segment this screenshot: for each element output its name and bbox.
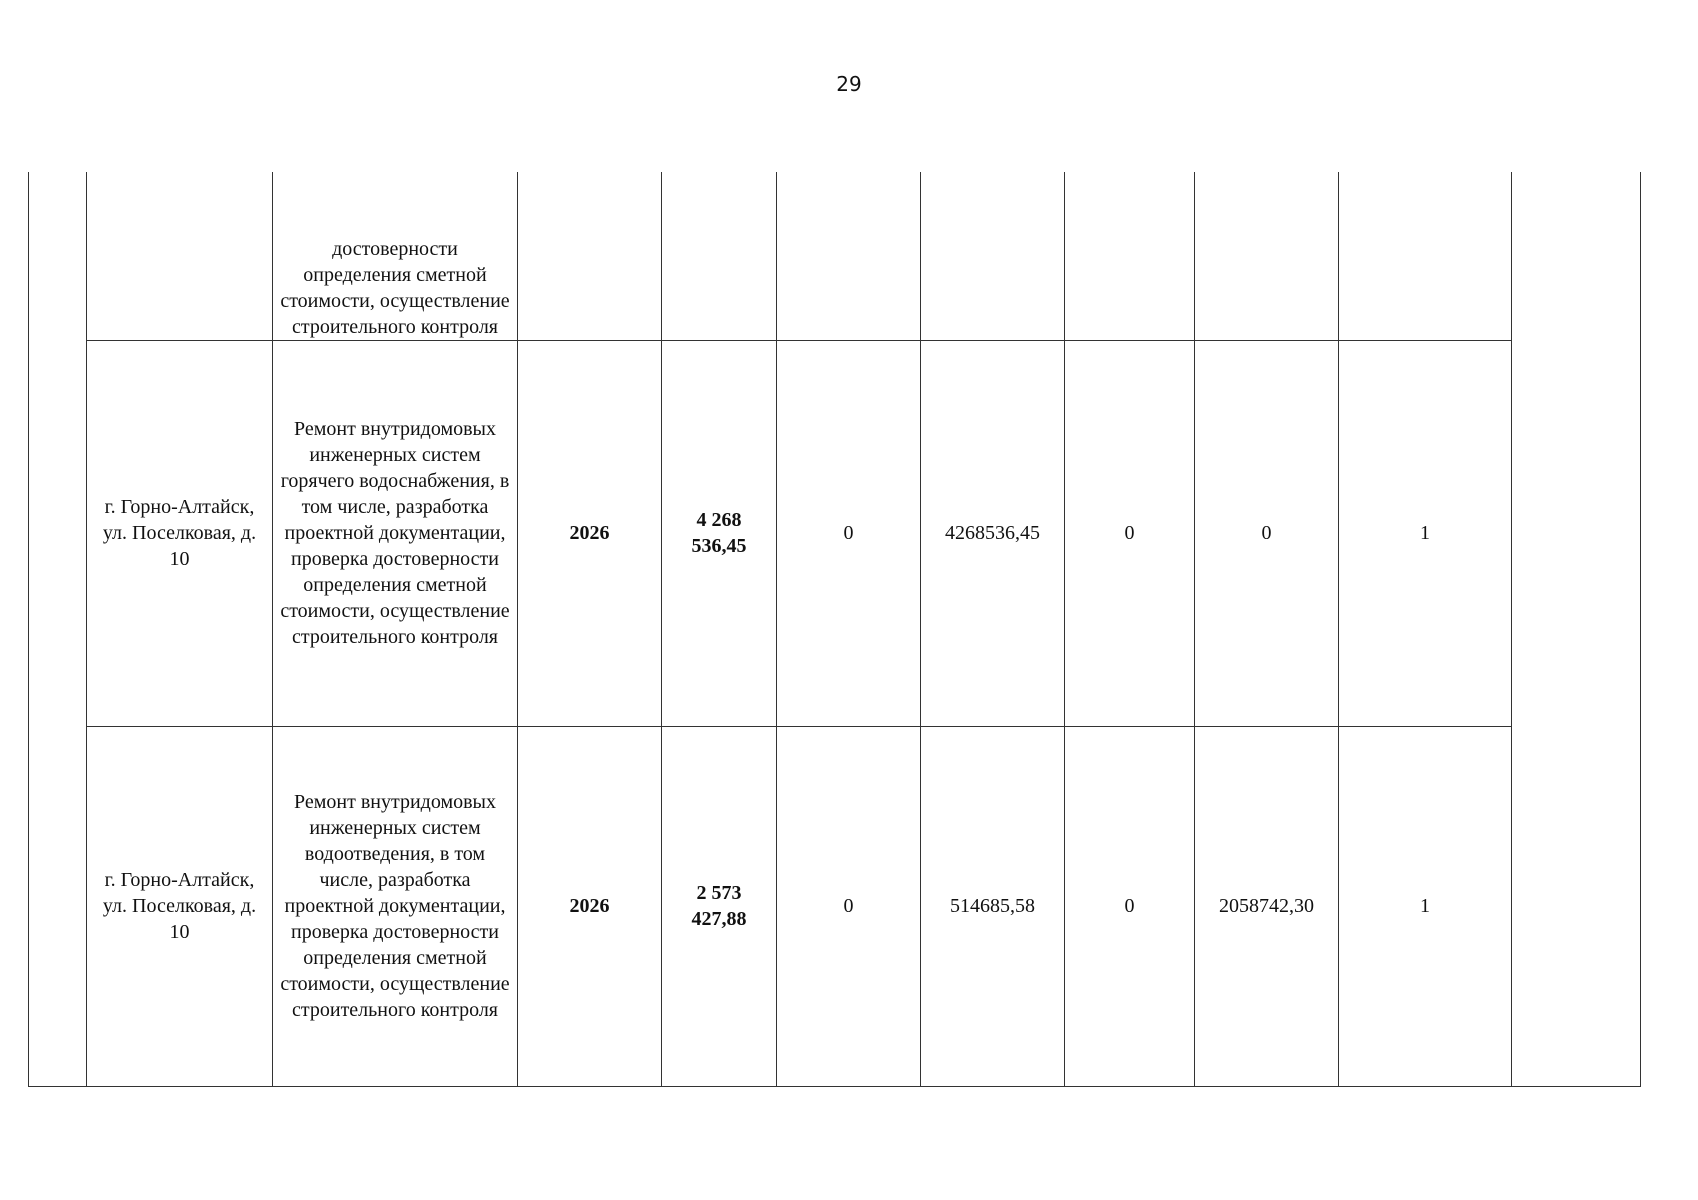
col5-cell bbox=[777, 172, 921, 340]
year-cell: 2026 bbox=[518, 340, 662, 726]
col7-cell: 0 bbox=[1065, 726, 1195, 1086]
table-row bbox=[29, 726, 1641, 1086]
table-row-continuation bbox=[29, 172, 1641, 340]
total-cost-cell: 2 573 427,88 bbox=[662, 726, 777, 1086]
year-cell: 2026 bbox=[518, 726, 662, 1086]
col6-cell: 4268536,45 bbox=[921, 340, 1065, 726]
col6-cell: 514685,58 bbox=[921, 726, 1065, 1086]
work-description-cell: Ремонт внутридомовых инженерных систем водоотведения, в том числе, разработка проектной документации, проверка достоверности определения сметной стоимости, осуществление строительного контроля bbox=[273, 726, 518, 1086]
col5-cell: 0 bbox=[777, 340, 921, 726]
col5-cell: 0 bbox=[777, 726, 921, 1086]
total-cost-cell: 4 268 536,45 bbox=[662, 340, 777, 726]
address-cell: г. Горно-Алтайск, ул. Поселковая, д. 10 bbox=[87, 726, 273, 1086]
address-cell: г. Горно-Алтайск, ул. Поселковая, д. 10 bbox=[87, 340, 273, 726]
last-column-cell bbox=[1512, 172, 1641, 1086]
total-cost-cell bbox=[662, 172, 777, 340]
col9-cell bbox=[1339, 172, 1512, 340]
col9-cell: 1 bbox=[1339, 340, 1512, 726]
row-number-cell bbox=[29, 172, 87, 1086]
col8-cell bbox=[1195, 172, 1339, 340]
address-cell bbox=[87, 172, 273, 340]
table-row bbox=[29, 340, 1641, 726]
col7-cell: 0 bbox=[1065, 340, 1195, 726]
col6-cell bbox=[921, 172, 1065, 340]
work-description-cell: Ремонт внутридомовых инженерных систем горячего водоснабжения, в том числе, разработка проектной документации, проверка достоверности определения сметной стоимости, осуществление строительного контроля bbox=[273, 340, 518, 726]
col8-cell: 2058742,30 bbox=[1195, 726, 1339, 1086]
col7-cell bbox=[1065, 172, 1195, 340]
page-number: 29 bbox=[836, 72, 862, 96]
year-cell bbox=[518, 172, 662, 340]
work-description-cell: достоверности определения сметной стоимости, осуществление строительного контроля bbox=[273, 172, 518, 340]
capital-repair-table bbox=[28, 172, 1641, 1087]
col8-cell: 0 bbox=[1195, 340, 1339, 726]
col9-cell: 1 bbox=[1339, 726, 1512, 1086]
